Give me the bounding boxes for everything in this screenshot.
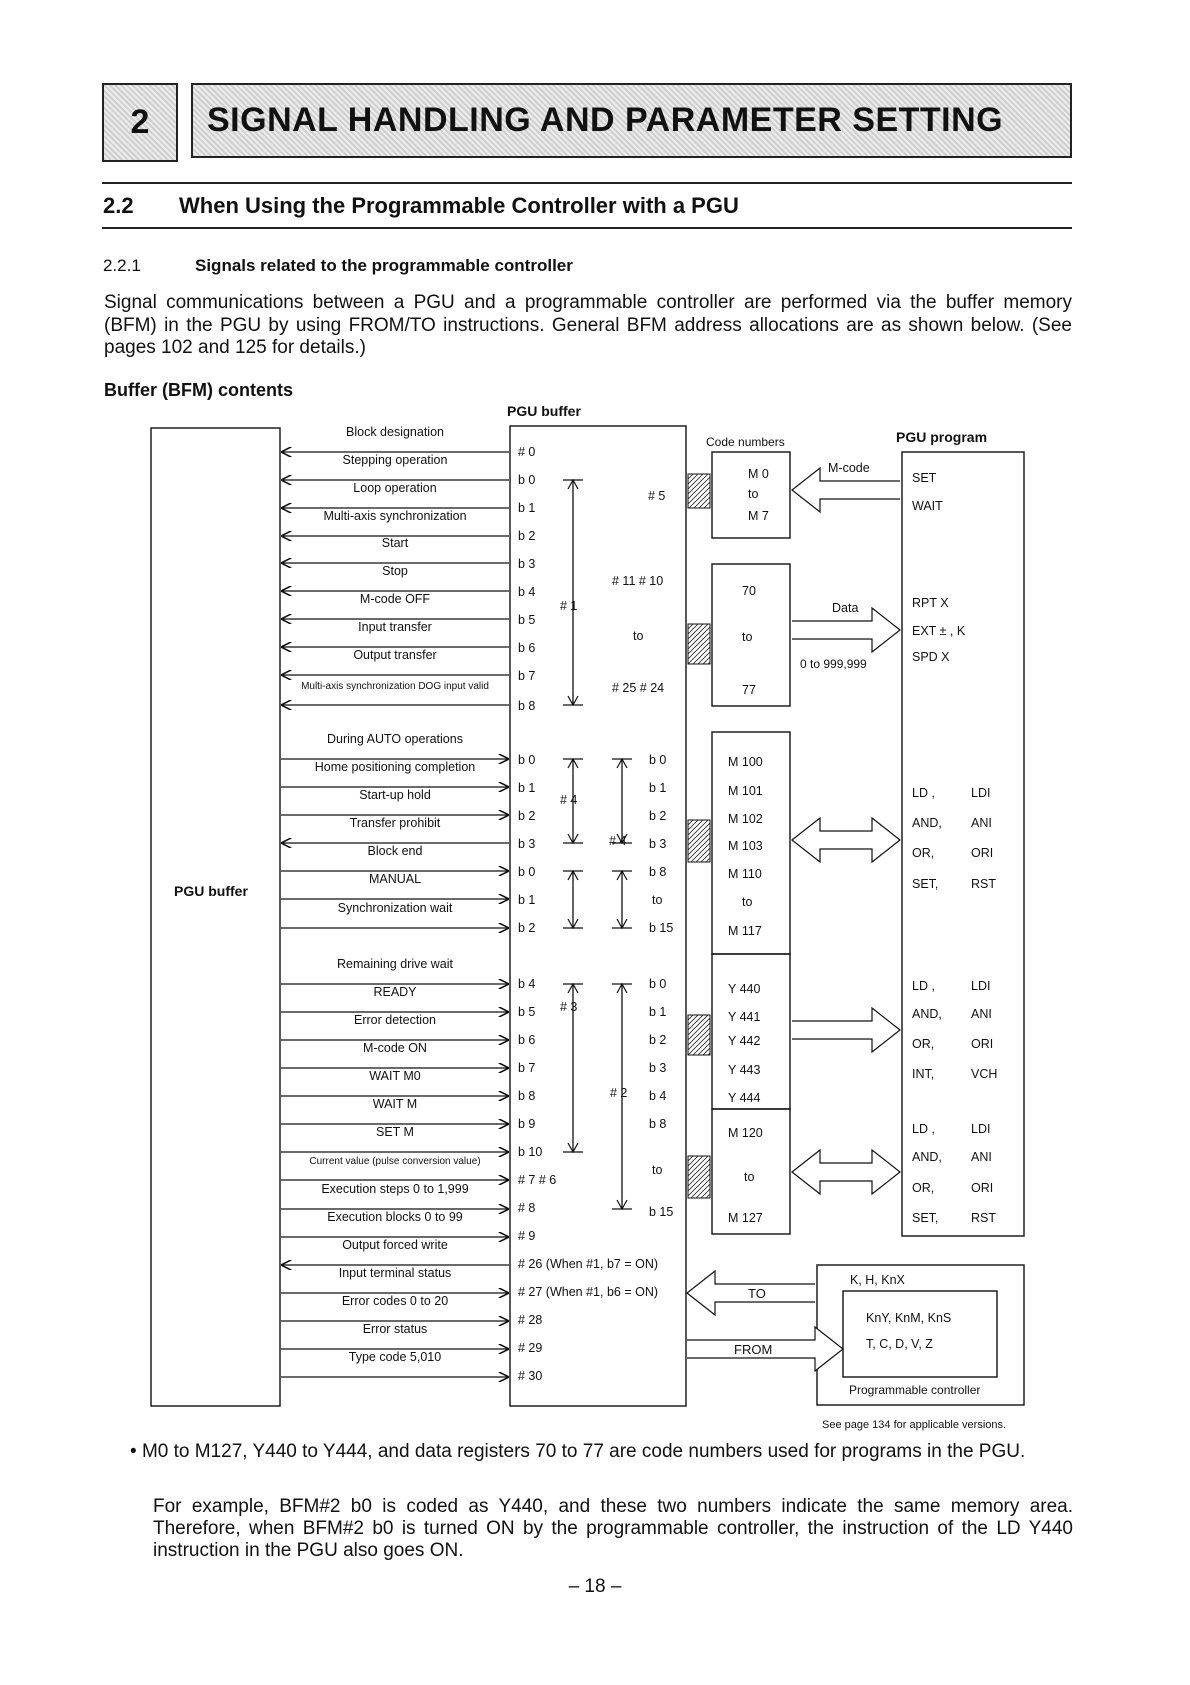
code-value: M 101 <box>728 784 763 798</box>
code-value: M 100 <box>728 755 763 769</box>
bfm-bit-label: # 29 <box>518 1341 543 1355</box>
signal-label: Start-up hold <box>359 788 431 802</box>
signal-label: WAIT M <box>372 1097 418 1111</box>
group-bit-label: b 0 <box>649 753 667 767</box>
code-value: 77 <box>742 683 756 697</box>
section-heading: 2.2 When Using the Programmable Controller with a PGU <box>103 193 739 218</box>
program-instruction: RPT X <box>912 596 949 610</box>
bfm-bit-label: b 3 <box>518 557 536 571</box>
code-numbers-title: Code numbers <box>706 435 785 449</box>
pgu-buffer-side-label: PGU buffer <box>174 883 248 899</box>
group-bit-label: b 8 <box>649 865 667 879</box>
bfm-bit-label: b 0 <box>518 473 536 487</box>
program-instruction: SPD X <box>912 650 950 664</box>
mcode-label: M-code <box>828 461 870 475</box>
plc-inner-frame <box>843 1291 997 1377</box>
example-paragraph: For example, BFM#2 b0 is coded as Y440, and these two numbers indicate the same memory area. Therefore, when BFM#2 b0 is turned ON by the programmable controller, the instruction of the LD Y440 instruction in the PGU also goes ON. <box>153 1496 1073 1561</box>
program-instruction: SET <box>912 471 937 485</box>
signal-label: Error codes 0 to 20 <box>341 1294 449 1308</box>
bfm-bit-label: # 7 # 6 <box>518 1173 557 1187</box>
signal-label: Loop operation <box>353 481 437 495</box>
see-page-note: See page 134 for applicable versions. <box>822 1419 1007 1431</box>
bfm-bit-label: b 2 <box>518 529 536 543</box>
signal-label: Block end <box>367 844 423 858</box>
bfm-bit-label: b 4 <box>518 585 536 599</box>
code-value: M 0 <box>748 467 769 481</box>
program-instruction: ORI <box>971 1037 994 1051</box>
signal-label: Home positioning completion <box>314 760 476 774</box>
buffer-contents-heading: Buffer (BFM) contents <box>104 380 293 400</box>
bfm-bit-label: b 2 <box>518 921 536 935</box>
group-bit-label: b 3 <box>649 1061 667 1075</box>
bfm-bit-label: b 5 <box>518 1005 536 1019</box>
program-instruction: LDI <box>971 1122 991 1136</box>
bfm-bit-label: b 4 <box>518 977 536 991</box>
bfm-bit-label: # 30 <box>518 1369 543 1383</box>
code-value: to <box>742 630 753 644</box>
bfm-bit-label: # 9 <box>518 1229 536 1243</box>
pgu-program-title: PGU program <box>896 429 988 445</box>
bit-arrow-2 <box>792 1008 900 1052</box>
pgu-buffer-title: PGU buffer <box>507 403 581 419</box>
bfm-word-label: # 4 <box>609 834 627 848</box>
program-instruction: AND, <box>912 1150 942 1164</box>
signal-label: WAIT M0 <box>369 1069 421 1083</box>
program-instruction: INT, <box>912 1067 935 1081</box>
code-value: 70 <box>742 584 756 598</box>
signal-label: READY <box>373 985 417 999</box>
program-instruction: RST <box>971 1211 996 1225</box>
bfm-word-label: # 5 <box>648 489 666 503</box>
bfm-bit-label: b 10 <box>518 1145 543 1159</box>
program-instruction: VCH <box>971 1067 998 1081</box>
signal-label: Input terminal status <box>338 1266 452 1280</box>
code-value: to <box>748 487 759 501</box>
group-bit-label: b 0 <box>649 977 667 991</box>
group-bit-label: b 1 <box>649 781 667 795</box>
bfm-bit-label: b 0 <box>518 753 536 767</box>
signal-label: Execution blocks 0 to 99 <box>327 1210 463 1224</box>
signal-label: Stop <box>382 564 408 578</box>
signal-label: Remaining drive wait <box>336 957 454 971</box>
group-bit-label: b 3 <box>649 837 667 851</box>
signal-label: Transfer prohibit <box>349 816 441 830</box>
bfm-word-label: # 1 <box>560 599 578 613</box>
pgu-program-frame <box>902 452 1024 1236</box>
signal-label: Start <box>381 536 409 550</box>
bfm-bit-label: b 7 <box>518 669 536 683</box>
group-bit-label: to <box>652 1163 663 1177</box>
signal-label: During AUTO operations <box>327 732 463 746</box>
bfm-bit-label: # 27 (When #1, b6 = ON) <box>518 1285 659 1299</box>
program-instruction: ANI <box>971 816 992 830</box>
bfm-bit-label: b 5 <box>518 613 536 627</box>
bfm-bit-label: b 1 <box>518 893 536 907</box>
program-instruction: ANI <box>971 1150 992 1164</box>
code-value: to <box>742 895 753 909</box>
code-value: Y 442 <box>728 1034 761 1048</box>
bfm-word-label: # 25 # 24 <box>612 681 665 695</box>
bfm-bit-label: b 7 <box>518 1061 536 1075</box>
signal-label: Stepping operation <box>342 453 448 467</box>
subsection-heading: 2.2.1 Signals related to the programmable controller <box>103 256 573 275</box>
code-value: M 110 <box>728 867 762 881</box>
plc-inner-label-2: T, C, D, V, Z <box>866 1337 933 1351</box>
bullet-note: • M0 to M127, Y440 to Y444, and data registers 70 to 77 are code numbers used for programs in the PGU. <box>130 1441 1026 1462</box>
signal-label: Error detection <box>354 1013 436 1027</box>
group-bit-label: b 8 <box>649 1117 667 1131</box>
bfm-bit-label: b 6 <box>518 641 536 655</box>
signal-label: Input transfer <box>358 620 432 634</box>
group-bit-label: b 4 <box>649 1089 667 1103</box>
pgu-buffer-side-frame <box>151 428 280 1406</box>
group-bit-label: b 2 <box>649 809 667 823</box>
program-instruction: RST <box>971 877 996 891</box>
code-value: M 117 <box>728 924 762 938</box>
group-bit-label: b 15 <box>649 1205 674 1219</box>
bfm-word-label: to <box>633 629 644 643</box>
hatch-connector <box>688 1015 710 1055</box>
code-value: Y 441 <box>728 1010 761 1024</box>
bfm-bit-label: b 9 <box>518 1117 536 1131</box>
signal-label: Execution steps 0 to 1,999 <box>321 1182 469 1196</box>
from-label: FROM <box>734 1342 773 1357</box>
bfm-bit-label: # 8 <box>518 1201 536 1215</box>
signal-label: SET M <box>376 1125 414 1139</box>
code-value: M 7 <box>748 509 769 523</box>
program-instruction: WAIT <box>912 499 943 513</box>
bfm-bit-label: # 28 <box>518 1313 543 1327</box>
program-instruction: LD , <box>912 979 935 993</box>
bfm-bit-label: b 8 <box>518 699 536 713</box>
code-box <box>712 954 790 1109</box>
signal-label: Error status <box>362 1322 428 1336</box>
bfm-word-label: # 2 <box>610 1086 628 1100</box>
signal-label: Synchronization wait <box>337 901 453 915</box>
to-label: TO <box>748 1286 766 1301</box>
bfm-bit-label: b 3 <box>518 837 536 851</box>
plc-top-label: K, H, KnX <box>850 1273 905 1287</box>
program-instruction: SET, <box>912 877 939 891</box>
code-value: M 102 <box>728 812 763 826</box>
signal-label: M-code ON <box>363 1041 427 1055</box>
hatch-connector <box>688 624 710 664</box>
bfm-bit-label: b 1 <box>518 781 536 795</box>
chapter-number: 2 <box>102 83 178 162</box>
program-instruction: ORI <box>971 1181 994 1195</box>
group-bit-label: to <box>652 893 663 907</box>
hatch-connector <box>688 474 710 508</box>
bfm-word-label: # 4 <box>560 793 578 807</box>
bfm-bit-label: # 26 (When #1, b7 = ON) <box>518 1257 659 1271</box>
code-value: Y 443 <box>728 1063 761 1077</box>
code-value: M 120 <box>728 1126 763 1140</box>
signal-label: Output forced write <box>342 1238 448 1252</box>
page-number: – 18 – <box>568 1576 622 1597</box>
chapter-title: SIGNAL HANDLING AND PARAMETER SETTING <box>191 83 1072 158</box>
program-instruction: OR, <box>912 1181 935 1195</box>
code-value: to <box>744 1170 755 1184</box>
bit-arrow-1-shape <box>792 818 900 862</box>
signal-label: Output transfer <box>353 648 437 662</box>
data-label: Data <box>832 601 859 615</box>
program-instruction: OR, <box>912 846 935 860</box>
intro-paragraph: Signal communications between a PGU and a programmable controller are performed via the buffer memory (BFM) in the PGU by using FROM/TO instructions. General BFM address allocations are as shown below. (See pages 102 and 125 for details.) <box>104 292 1072 358</box>
group-bit-label: b 2 <box>649 1033 667 1047</box>
bfm-bit-label: # 0 <box>518 445 536 459</box>
program-instruction: EXT ± , K <box>912 624 966 638</box>
signal-label: Current value (pulse conversion value) <box>309 1156 481 1167</box>
signal-label: Type code 5,010 <box>348 1350 442 1364</box>
program-instruction: LDI <box>971 786 991 800</box>
group-bit-label: b 15 <box>649 921 674 935</box>
signal-label: MANUAL <box>368 872 422 886</box>
program-instruction: LD , <box>912 1122 935 1136</box>
program-instruction: ORI <box>971 846 994 860</box>
signal-label: Multi-axis synchronization <box>323 509 467 523</box>
program-instruction: AND, <box>912 1007 942 1021</box>
group-bit-label: b 1 <box>649 1005 667 1019</box>
bfm-bit-label: b 8 <box>518 1089 536 1103</box>
code-value: Y 440 <box>728 982 761 996</box>
code-value: Y 444 <box>728 1091 761 1105</box>
signal-label: Multi-axis synchronization DOG input valid <box>301 681 489 692</box>
hatch-connector <box>688 820 710 862</box>
code-value: M 103 <box>728 839 763 853</box>
bit-arrow-3 <box>792 1150 900 1194</box>
bfm-bit-label: b 1 <box>518 501 536 515</box>
data-range-label: 0 to 999,999 <box>800 657 867 671</box>
bit-arrow-1 <box>792 818 900 862</box>
signal-label: Block designation <box>346 425 444 439</box>
program-instruction: SET, <box>912 1211 939 1225</box>
bfm-bit-label: b 2 <box>518 809 536 823</box>
plc-inner-label-1: KnY, KnM, KnS <box>866 1311 952 1325</box>
plc-title: Programmable controller <box>849 1383 981 1397</box>
program-instruction: ANI <box>971 1007 992 1021</box>
program-instruction: OR, <box>912 1037 935 1051</box>
bit-arrow-2-shape <box>792 1008 900 1052</box>
signal-label: M-code OFF <box>359 592 431 606</box>
bit-arrow-3-shape <box>792 1150 900 1194</box>
bfm-bit-label: b 6 <box>518 1033 536 1047</box>
program-instruction: LD , <box>912 786 935 800</box>
bfm-word-label: # 11 # 10 <box>612 574 664 588</box>
program-instruction: LDI <box>971 979 991 993</box>
code-value: M 127 <box>728 1211 763 1225</box>
hatch-connector <box>688 1156 710 1198</box>
bfm-bit-label: b 0 <box>518 865 536 879</box>
program-instruction: AND, <box>912 816 942 830</box>
bfm-word-label: # 3 <box>560 1000 578 1014</box>
